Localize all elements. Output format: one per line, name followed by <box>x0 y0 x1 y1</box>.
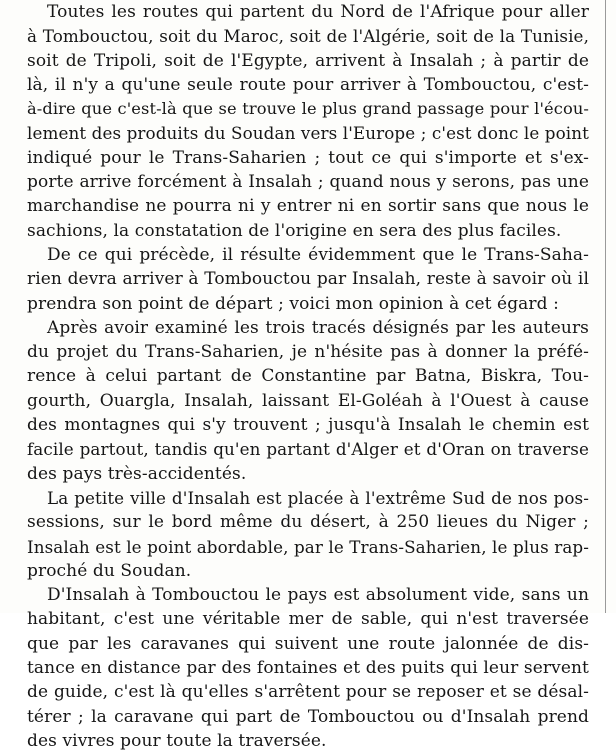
text-line: soit de Tripoli, soit de l'Egypte, arrivent à Insalah ; à partir de <box>27 50 589 71</box>
text-line: sachions, la constatation de l'origine en sera des plus faciles. <box>27 220 562 241</box>
text-line: gourth, Ouargla, Insalah, laissant El-Goléah à l'Ouest à cause <box>27 390 589 411</box>
text-line: Toutes les routes qui partent du Nord de l'Afrique pour aller <box>47 2 589 22</box>
text-line: des vivres pour toute la traversée. <box>27 730 327 751</box>
text-line: de guide, c'est là qu'elles s'arrêtent pour se reposer et se désal- <box>27 682 589 703</box>
text-line: sessions, sur le bord même du désert, à 250 lieues du Niger ; <box>27 512 589 533</box>
text-line: marchandise ne pourra ni y entrer ni en sortir sans que nous le <box>27 196 589 217</box>
text-line: proché du Soudan. <box>27 560 192 581</box>
text-line: De ce qui précède, il résulte évidemment que le Trans-Saha- <box>47 244 589 265</box>
page-edge-rule <box>605 0 606 613</box>
text-line: lement des produits du Soudan vers l'Europe ; c'est donc le point <box>27 123 589 144</box>
text-line: là, il n'y a qu'une seule route pour arriver à Tombouctou, c'est- <box>27 74 589 95</box>
text-line: tance en distance par des fontaines et des puits qui leur servent <box>27 658 589 679</box>
text-line: térer ; la caravane qui part de Tombouctou ou d'Insalah prend <box>27 706 589 727</box>
body-text <box>27 0 589 753</box>
text-line: rien devra arriver à Tombouctou par Insalah, reste à savoir où il <box>27 269 589 290</box>
text-line: Insalah est le point abordable, par le Trans-Saharien, le plus rap- <box>27 536 590 557</box>
text-line: à-dire que c'est-là que se trouve le plus grand passage pour l'écou- <box>27 99 589 119</box>
text-line: du projet du Trans-Saharien, je n'hésite pas à donner la préfé- <box>27 342 589 363</box>
text-line: Après avoir examiné les trois tracés désignés par les auteurs <box>47 317 589 338</box>
text-line: rence à celui partant de Constantine par Batna, Biskra, Tou- <box>27 366 589 387</box>
text-line: facile partout, tandis qu'en partant d'Alger et d'Oran on traverse <box>27 439 589 460</box>
text-line: indiqué pour le Trans-Saharien ; tout ce qui s'importe et s'ex- <box>27 147 589 168</box>
text-line: D'Insalah à Tombouctou le pays est absolument vide, sans un <box>47 585 589 606</box>
text-line: des montagnes qui s'y trouvent ; jusqu'à Insalah le chemin est <box>27 415 589 436</box>
text-line: que par les caravanes qui suivent une route jalonnée de dis- <box>27 633 589 654</box>
text-line: porte arrive forcément à Insalah ; quand nous y serons, pas une <box>27 172 589 193</box>
text-line: des pays très-accidentés. <box>27 463 247 484</box>
text-line: La petite ville d'Insalah est placée à l'extrême Sud de nos pos- <box>47 487 589 508</box>
text-line: habitant, c'est une véritable mer de sable, qui n'est traversée <box>27 609 589 630</box>
text-line: prendra son point de départ ; voici mon opinion à cet égard : <box>27 293 559 314</box>
text-line: à Tombouctou, soit du Maroc, soit de l'Algérie, soit de la Tunisie, <box>27 26 589 47</box>
